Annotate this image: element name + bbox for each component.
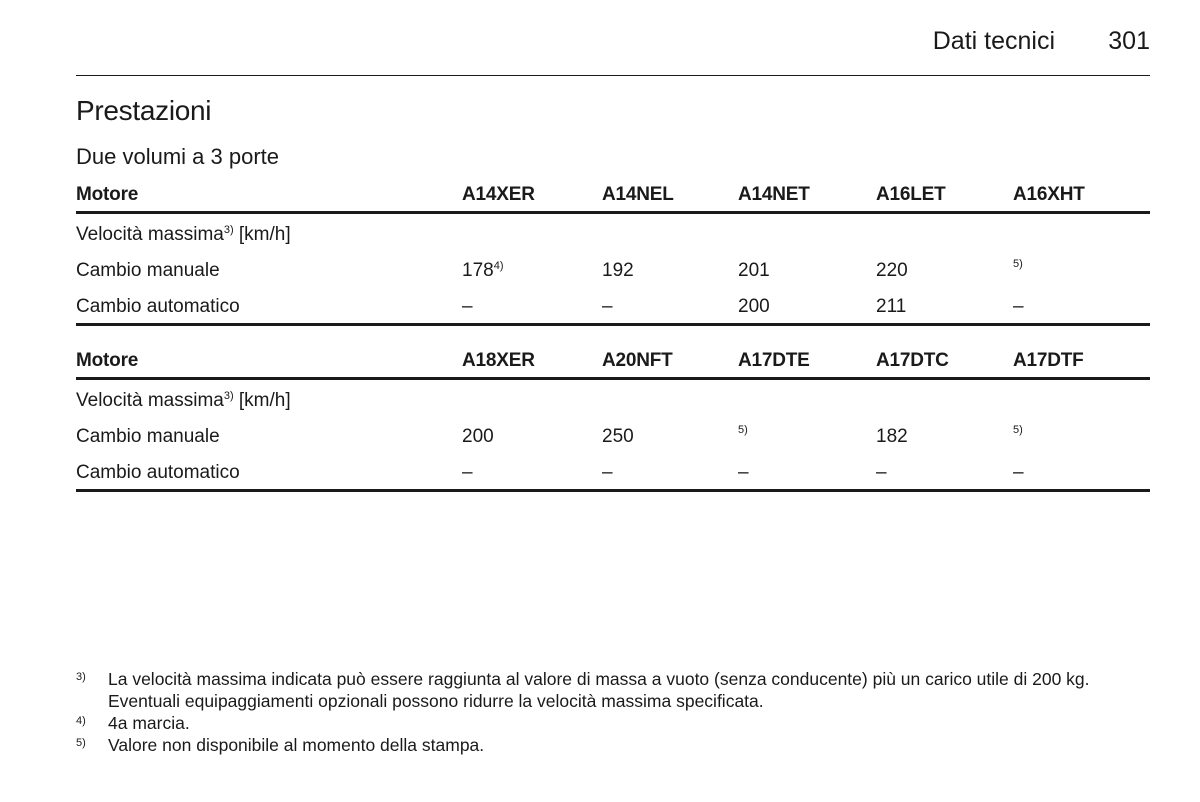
table-cell: 250 [602,426,634,447]
footnote [76,734,1156,756]
header-cell: A17DTF [1013,350,1084,371]
table-cell: 201 [738,260,770,281]
header-cell: Motore [76,184,139,205]
table-cell: 220 [876,260,908,281]
footnote-text: 4a marcia. [108,713,190,733]
performance-table-2 [76,347,1150,492]
footnote-text: La velocità massima indicata può essere raggiunta al valore di massa a vuoto (senza conducente) più un carico utile di 200 kg. Eventuali equipaggiamenti opzionali possono ridurre la velocità massima specificata. [108,669,1090,711]
footnote-mark: 3) [76,671,86,683]
row-label: Cambio automatico [76,462,240,483]
table-row [76,380,1150,416]
header-cell: A14XER [462,184,535,205]
row-label: Cambio automatico [76,296,240,317]
header-cell: A14NET [738,184,810,205]
section-title: Dati tecnici [932,27,1055,55]
performance-table-1 [76,181,1150,326]
table-cell: – [602,462,613,483]
footnote-mark: 5) [76,737,86,749]
header-cell: A17DTE [738,350,810,371]
table-cell: – [602,296,613,317]
table-row [76,452,1150,492]
row-label: Cambio manuale [76,260,220,281]
table-header-row [76,347,1150,380]
header-cell: A17DTC [876,350,949,371]
footnotes [76,668,1156,756]
table-cell: 182 [876,426,908,447]
table-cell: 192 [602,260,634,281]
footnote [76,668,1156,712]
page-header [76,22,1150,76]
table-cell: 211 [876,296,907,317]
table-cell: – [1013,462,1024,483]
table-cell: 200 [738,296,770,317]
table-cell: 178$^{4)}$ [462,260,504,281]
page-title: Prestazioni [76,95,212,126]
row-label: Velocità massima$^{3)}$ [km/h] [76,224,291,245]
row-label: Cambio manuale [76,426,220,447]
footnote-text: Valore non disponibile al momento della stampa. [108,735,485,755]
row-label: Velocità massima$^{3)}$ [km/h] [76,390,291,411]
footnote-mark: 4) [76,715,86,727]
table-cell: – [462,296,473,317]
header-cell: A14NEL [602,184,674,205]
page-number: 301 [1108,27,1150,55]
table-row [76,286,1150,326]
table-row [76,214,1150,250]
table-cell-note: 5) [1013,424,1023,436]
table-row [76,416,1150,452]
table-cell: – [876,462,887,483]
header-cell: A16XHT [1013,184,1085,205]
table-cell: – [1013,296,1024,317]
table-cell: – [462,462,473,483]
header-cell: A16LET [876,184,946,205]
table-cell-note: 5) [1013,258,1023,270]
footnote [76,712,1156,734]
table-cell: – [738,462,749,483]
table-row [76,250,1150,286]
table-cell: 200 [462,426,494,447]
page-subtitle: Due volumi a 3 porte [76,144,279,169]
header-cell: Motore [76,350,139,371]
table-cell-note: 5) [738,424,748,436]
header-cell: A18XER [462,350,535,371]
table-header-row [76,181,1150,214]
header-cell: A20NFT [602,350,673,371]
